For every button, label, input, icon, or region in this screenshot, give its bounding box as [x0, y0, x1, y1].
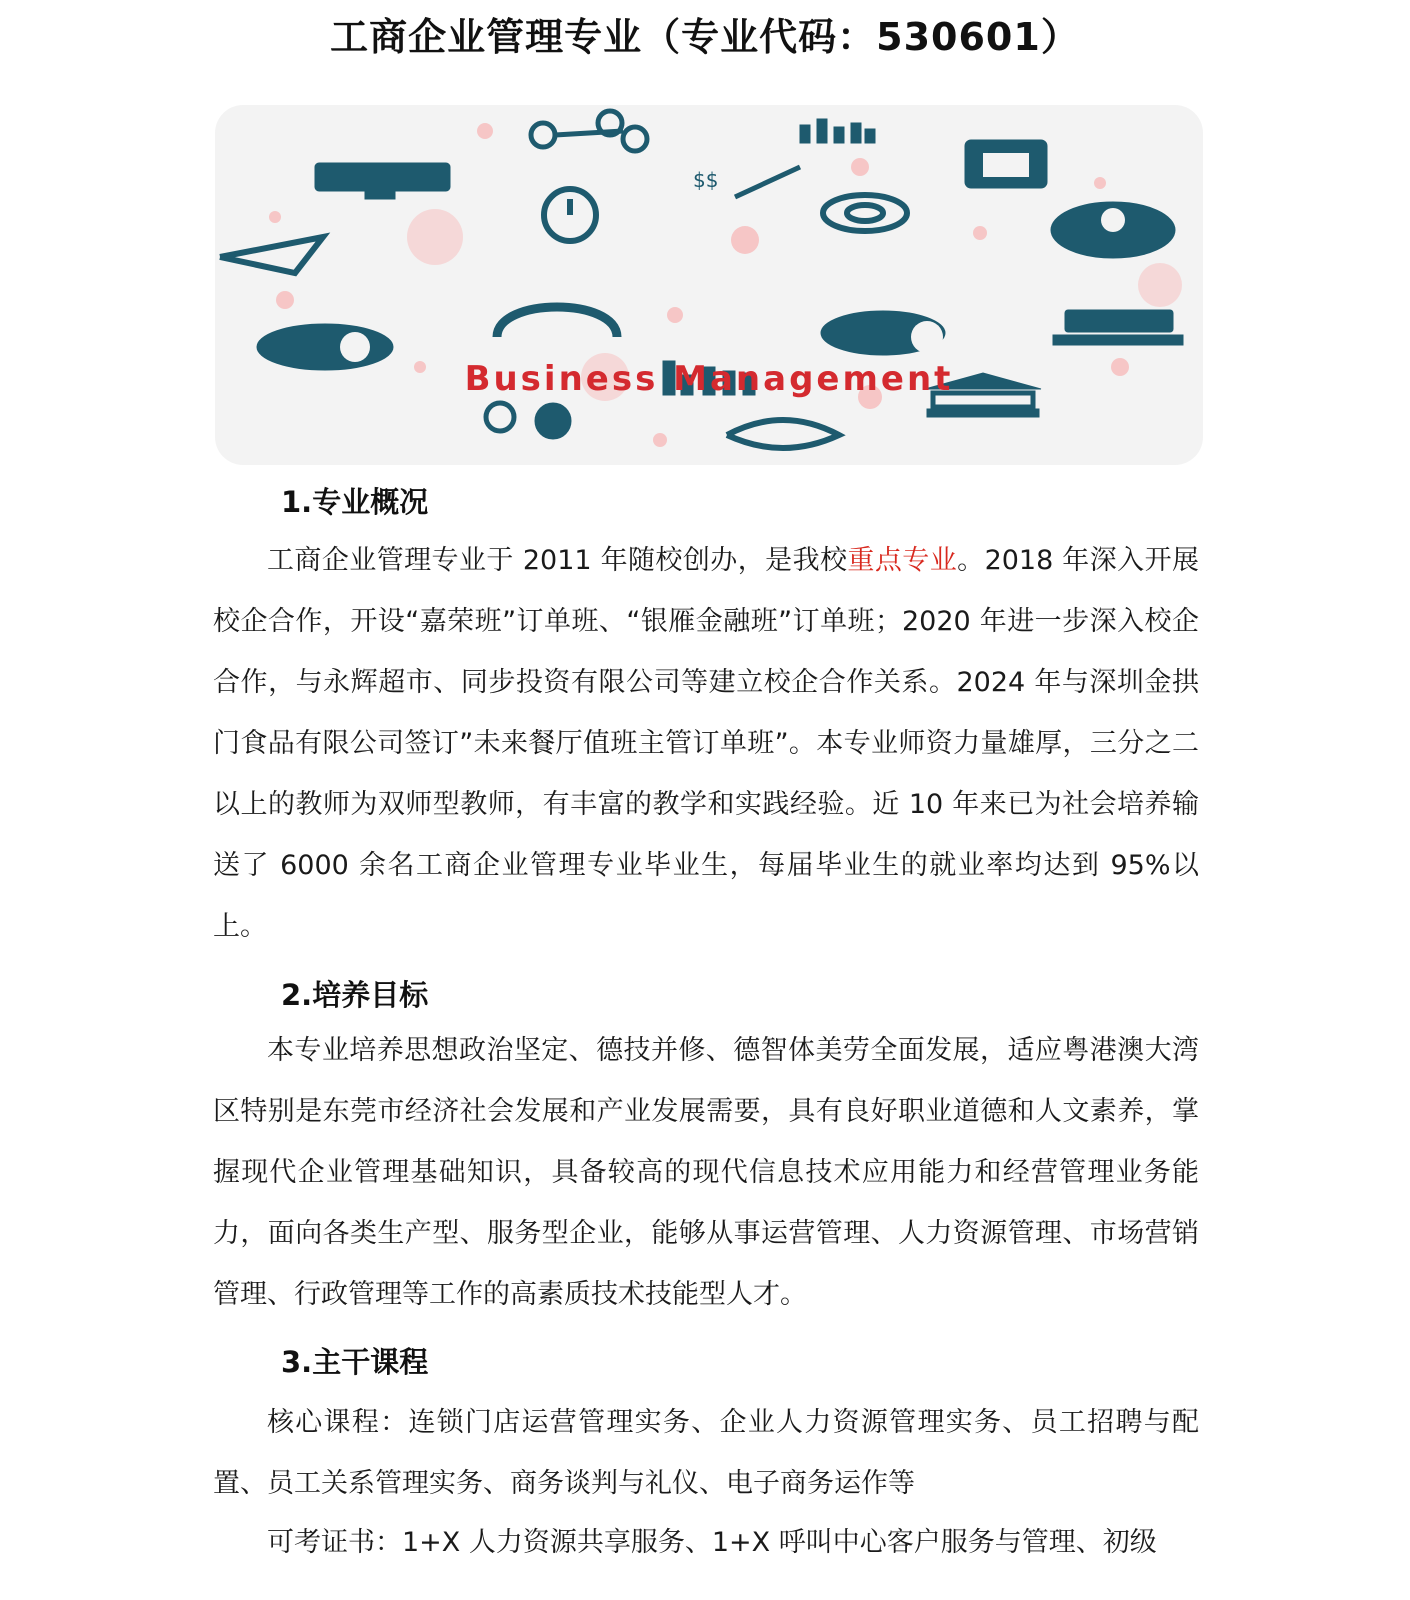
- section-heading-overview: 1.专业概况: [281, 485, 429, 519]
- growth-chart-icon: [800, 119, 875, 143]
- dollar-pen-icon: [693, 167, 800, 197]
- svg-text:$$: $$: [693, 168, 719, 192]
- target-icon: [823, 195, 907, 231]
- headset-icon: [497, 307, 617, 337]
- business-management-banner: [215, 105, 1203, 465]
- laptop-icon: [1053, 310, 1183, 345]
- goals-paragraph: 本专业培养思想政治坚定、德技并修、德智体美劳全面发展，适应粤港澳大湾区特别是东莞市经济社会发展和产业发展需要，具有良好职业道德和人文素养，掌握现代企业管理基础知识，具备较高的现代信息技术应用能力和经营管理业务能力，面向各类生产型、服务型企业，能够从事运营管理、人力资源管理、市场营销管理、行政管理等工作的高素质技术技能型人才。: [213, 1035, 1199, 1310]
- paper-plane-icon: [220, 237, 323, 273]
- money-pot-icon: [727, 420, 839, 448]
- page-title: 工商企业管理专业（专业代码：530601）: [330, 15, 1080, 59]
- section-heading-courses: 3.主干课程: [281, 1345, 429, 1379]
- core-courses-paragraph: 核心课程：连锁门店运营管理实务、企业人力资源管理实务、员工招聘与配置、员工关系管理实务、商务谈判与礼仪、电子商务运作等: [213, 1407, 1199, 1499]
- section-heading-goals: 2.培养目标: [281, 978, 429, 1012]
- certificates-paragraph: 可考证书：1+X 人力资源共享服务、1+X 呼叫中心客户服务与管理、初级: [267, 1527, 1157, 1558]
- alarm-clock-icon: [544, 189, 596, 241]
- globe-dollar-icon: [821, 311, 945, 355]
- banner-caption: Business Management: [464, 359, 954, 399]
- businessman-avatar-icon: [1051, 202, 1175, 258]
- people-network-icon: [531, 111, 647, 151]
- gear-dollar-icon: [486, 403, 571, 439]
- tablet-chart-icon: [965, 140, 1047, 188]
- monitor-chart-icon: [315, 163, 450, 199]
- overview-paragraph: [213, 530, 1199, 957]
- overview-text-2: 。2018 年深入开展校企合作，开设“嘉荣班”订单班、“银雁金融班”订单班；2020 年进一步深入校企合作，与永辉超市、同步投资有限公司等建立校企合作关系。2024 年与深圳金拱门食品有限公司签订”未来餐厅值班主管订单班”。本专业师资力量雄厚，三分之二以上的教师为双师型教师，有丰富的教学和实践经验。近 10 年来已为社会培养输送了 6000 余名工商企业管理专业毕业生，每届毕业生的就业率均达到 95%以上。: [213, 545, 1199, 942]
- banner-illustration: [215, 105, 1203, 465]
- key-major-highlight: 重点专业: [847, 545, 958, 576]
- overview-text-1: 工商企业管理专业于 2011 年随校创办，是我校: [267, 545, 848, 576]
